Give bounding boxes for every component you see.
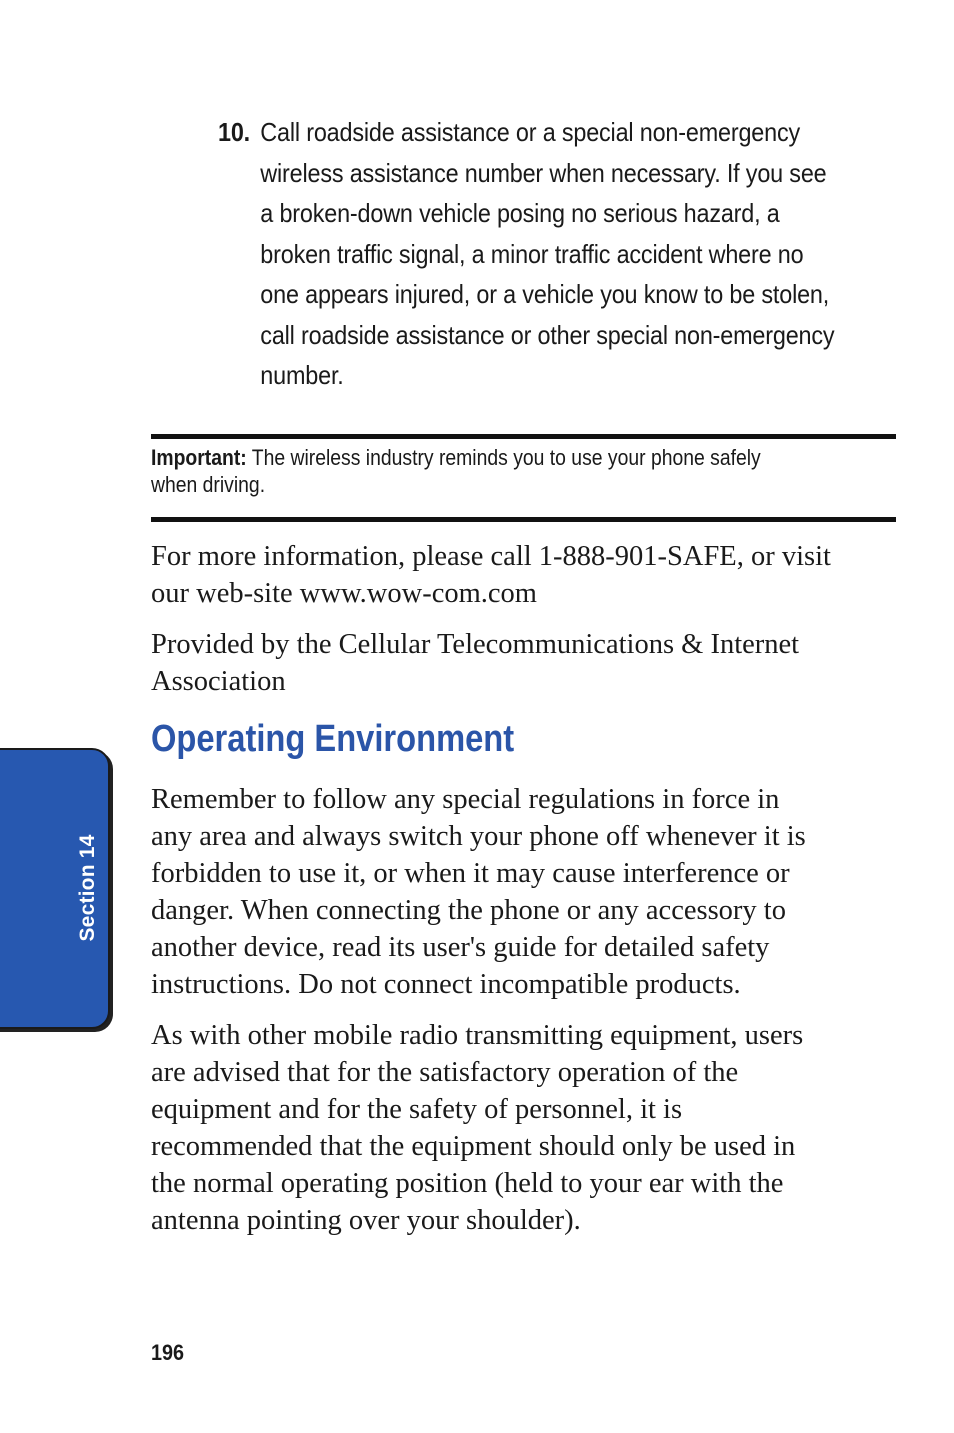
paragraph-line: forbidden to use it, or when it may cause interference or	[151, 858, 790, 889]
important-note	[151, 444, 855, 498]
paragraph-line: another device, read its user's guide for detailed safety	[151, 932, 770, 963]
paragraph-line: the normal operating position (held to your ear with the	[151, 1168, 784, 1199]
operating-environment-paragraph-2	[151, 1017, 896, 1239]
note-label: Important:	[151, 445, 247, 470]
list-item-line: number.	[260, 360, 344, 390]
page-number: 196	[151, 1340, 185, 1365]
note-top-rule	[151, 434, 896, 439]
note-text-continued: when driving.	[151, 472, 266, 497]
list-item-line: a broken-down vehicle posing no serious hazard, a	[260, 198, 780, 228]
paragraph-line: recommended that the equipment should only be used in	[151, 1131, 796, 1162]
paragraph-line: any area and always switch your phone off whenever it is	[151, 821, 806, 852]
paragraph-line: Remember to follow any special regulations in force in	[151, 784, 780, 815]
list-item-line: one appears injured, or a vehicle you know to be stolen,	[260, 279, 830, 309]
list-item-line: broken traffic signal, a minor traffic accident where no	[260, 238, 804, 269]
list-item-line: wireless assistance number when necessary. If you see	[260, 157, 827, 188]
provided-paragraph	[151, 626, 896, 700]
paragraph-line: our web-site www.wow-com.com	[151, 578, 537, 609]
section-tab-label: Section 14	[76, 834, 99, 942]
paragraph-line: danger. When connecting the phone or any accessory to	[151, 895, 786, 926]
list-item-line: call roadside assistance or other special non-emergency	[260, 319, 835, 350]
note-bottom-rule	[151, 517, 896, 522]
paragraph-line: antenna pointing over your shoulder).	[151, 1205, 581, 1236]
paragraph-line: instructions. Do not connect incompatible products.	[151, 969, 741, 1000]
paragraph-line: are advised that for the satisfactory operation of the	[151, 1057, 739, 1088]
paragraph-line: Provided by the Cellular Telecommunications & Internet	[151, 629, 800, 660]
paragraph-line: equipment and for the safety of personnel, it is	[151, 1094, 683, 1125]
list-item-10	[218, 112, 839, 396]
operating-environment-paragraph-1	[151, 781, 896, 1003]
info-paragraph	[151, 538, 896, 612]
list-item-text	[260, 112, 890, 396]
paragraph-line: For more information, please call 1-888-901-SAFE, or visit	[151, 541, 831, 572]
paragraph-line: Association	[151, 666, 286, 697]
note-text: The wireless industry reminds you to use your phone safely	[246, 445, 761, 470]
list-item-line: Call roadside assistance or a special non-emergency	[260, 117, 801, 147]
list-item-number: 10.	[218, 117, 250, 147]
section-heading: Operating Environment	[151, 718, 515, 760]
paragraph-line: As with other mobile radio transmitting equipment, users	[151, 1020, 804, 1051]
